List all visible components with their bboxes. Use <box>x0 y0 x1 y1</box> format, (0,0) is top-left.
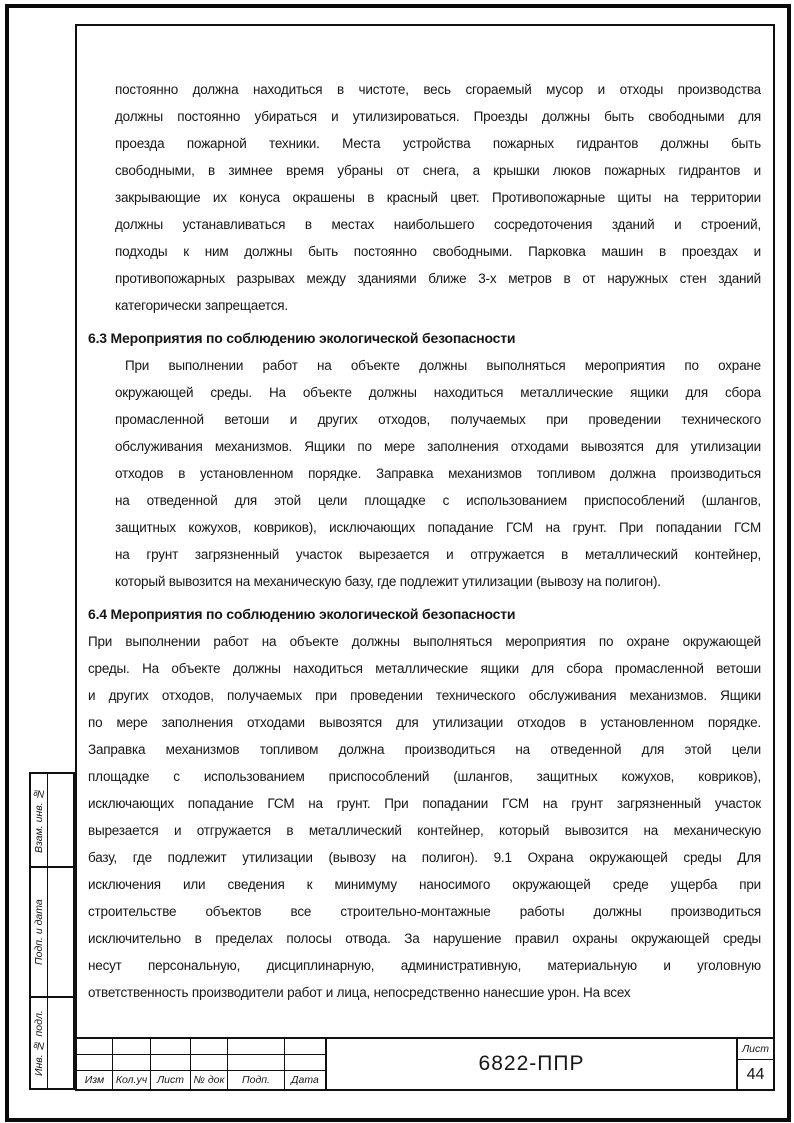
text-line: по мере заполнения отходами вывозятся для утилизации отходов в установленном порядке. <box>88 715 761 730</box>
title-block-col-nodok: № док <box>191 1071 228 1089</box>
text-line: закрывающие их конуса окрашены в красный цвет. Противопожарные щиты на территории <box>115 190 761 205</box>
title-block-col-data: Дата <box>291 1074 319 1086</box>
side-stamp-label-podp-data: Подп. и дата <box>33 899 45 965</box>
side-stamp-label-col <box>31 868 48 996</box>
title-block-empty-cell <box>77 1055 113 1071</box>
side-stamp-empty-field <box>48 998 73 1088</box>
text-line: строительстве объектов все строительно-монтажные работы должны производиться <box>88 904 761 919</box>
section-6-3-body <box>115 352 761 595</box>
side-stamp-cell-inv <box>31 998 73 1088</box>
title-block-empty-cell <box>77 1039 113 1055</box>
text-line: Заправка механизмов топливом должна производиться на отведенной для этой цели <box>88 742 761 757</box>
text-line: проезда пожарной техники. Места устройства пожарных гидрантов должны быть <box>115 136 761 151</box>
side-stamp-label-col <box>31 774 48 866</box>
section-6-3-heading: 6.3 Мероприятия по соблюдению экологической безопасности <box>88 330 516 346</box>
text-line: который вывозится на механическую базу, где подлежит утилизации (вывозу на полигон). <box>115 574 661 589</box>
section-6-4-body <box>88 628 761 1006</box>
text-line: на отведенной для этой цели площадке с использованием приспособлений (шлангов, <box>115 493 761 508</box>
side-stamp-empty-field <box>48 868 73 996</box>
text-line: на грунт загрязненный участок вырезается и отгружается в металлический контейнер, <box>115 547 761 562</box>
section-6-4-heading: 6.4 Мероприятия по соблюдению экологической безопасности <box>88 606 516 622</box>
side-stamp-label-inv-podl: Инв. № подл. <box>33 1010 45 1076</box>
title-block-empty-cell <box>285 1055 325 1071</box>
text-line: обслуживания механизмов. Ящики по мере заполнения отходами вывозятся для утилизации <box>115 439 761 454</box>
title-block-empty-cell <box>228 1055 285 1071</box>
title-block-empty-cell <box>113 1055 151 1071</box>
text-line: При выполнении работ на объекте должны выполняться мероприятия по охране <box>125 358 761 373</box>
side-stamp-label-vzam-inv: Взам. инв. № <box>33 787 45 853</box>
sheet-cell <box>738 1039 773 1089</box>
side-stamp-cell-podp <box>31 868 73 998</box>
sheet-label: Лист <box>738 1039 773 1060</box>
text-line: промасленной ветоши и других отходов, получаемых при проведении технического <box>115 412 761 427</box>
text-line: и других отходов, получаемых при проведении технического обслуживания механизмов. Ящики <box>88 688 761 703</box>
text-line: несут персональную, дисциплинарную, административную, материальную и уголовную <box>88 958 761 973</box>
text-line: должны устанавливаться в местах наибольшего сосредоточения зданий и строений, <box>115 217 761 232</box>
text-line: При выполнении работ на объекте должны выполняться мероприятия по охране окружающей <box>88 634 761 649</box>
title-block-col-koluch: Кол.уч <box>113 1071 151 1089</box>
text-line: ответственность производители работ и лица, непосредственно нанесшие урон. На всех <box>88 985 631 1000</box>
title-block-empty-cell <box>191 1039 228 1055</box>
side-stamp <box>29 772 75 1090</box>
content-frame <box>75 24 775 1091</box>
text-line: окружающей среды. На объекте должны находиться металлические ящики для сбора <box>115 385 761 400</box>
text-line: свободными, в зимнее время убраны от снега, а крышки люков пожарных гидрантов и <box>115 163 761 178</box>
title-block-empty-cell <box>191 1055 228 1071</box>
title-block-col-list: Лист <box>151 1071 191 1089</box>
text-line: должны постоянно убираться и утилизироваться. Проезды должны быть свободными для <box>115 109 761 124</box>
side-stamp-empty-field <box>48 774 73 866</box>
title-block-empty-cell <box>151 1039 191 1055</box>
text-line: вырезается и отгружается в металлический контейнер, который вывозится на механическую <box>88 823 761 838</box>
title-block-empty-cell <box>151 1055 191 1071</box>
side-stamp-label-col <box>31 998 48 1088</box>
title-block-col-podp: Подп. <box>228 1071 285 1089</box>
title-block-empty-cell <box>228 1039 285 1055</box>
title-block-empty-cell <box>285 1039 325 1055</box>
title-block-col-izm: Изм <box>77 1071 113 1089</box>
sheet-number: 44 <box>746 1065 765 1083</box>
document-number: 6822-ППР <box>478 1052 585 1075</box>
title-block <box>77 1037 773 1089</box>
title-block-empty-cell <box>113 1039 151 1055</box>
paragraph-continuation <box>115 76 761 319</box>
side-stamp-cell-vzam <box>31 774 73 868</box>
text-line: исключающих попадание ГСМ на грунт. При попадании ГСМ на грунт загрязненный участок <box>88 796 761 811</box>
text-line: постоянно должна находиться в чистоте, весь сгораемый мусор и отходы производства <box>115 82 761 97</box>
text-line: исключительно в пределах полосы отвода. За нарушение правил охраны окружающей среды <box>88 931 761 946</box>
text-line: площадке с использованием приспособлений (шлангов, защитных кожухов, ковриков), <box>88 769 761 784</box>
text-line: среды. На объекте должны находиться металлические ящики для сбора промасленной ветоши <box>88 661 761 676</box>
text-line: базу, где подлежит утилизации (вывозу на полигон). 9.1 Охрана окружающей среды Для <box>88 850 761 865</box>
text-line: отходов в установленном порядке. Заправка механизмов топливом должна производиться <box>115 466 761 481</box>
document-number-cell <box>327 1039 738 1089</box>
text-line: исключения или сведения к минимуму наносимого окружающей среде ущерба при <box>88 877 761 892</box>
page-content <box>77 26 773 1037</box>
text-line: противопожарных разрывах между зданиями ближе 3-х метров в от наружных стен зданий <box>115 271 761 286</box>
text-line: защитных кожухов, ковриков), исключающих попадание ГСМ на грунт. При попадании ГСМ <box>115 520 761 535</box>
text-line: категорически запрещается. <box>115 298 288 313</box>
text-line: подходы к ним должны быть постоянно свободными. Парковка машин в проездах и <box>115 244 761 259</box>
title-block-revision-grid <box>77 1039 327 1089</box>
